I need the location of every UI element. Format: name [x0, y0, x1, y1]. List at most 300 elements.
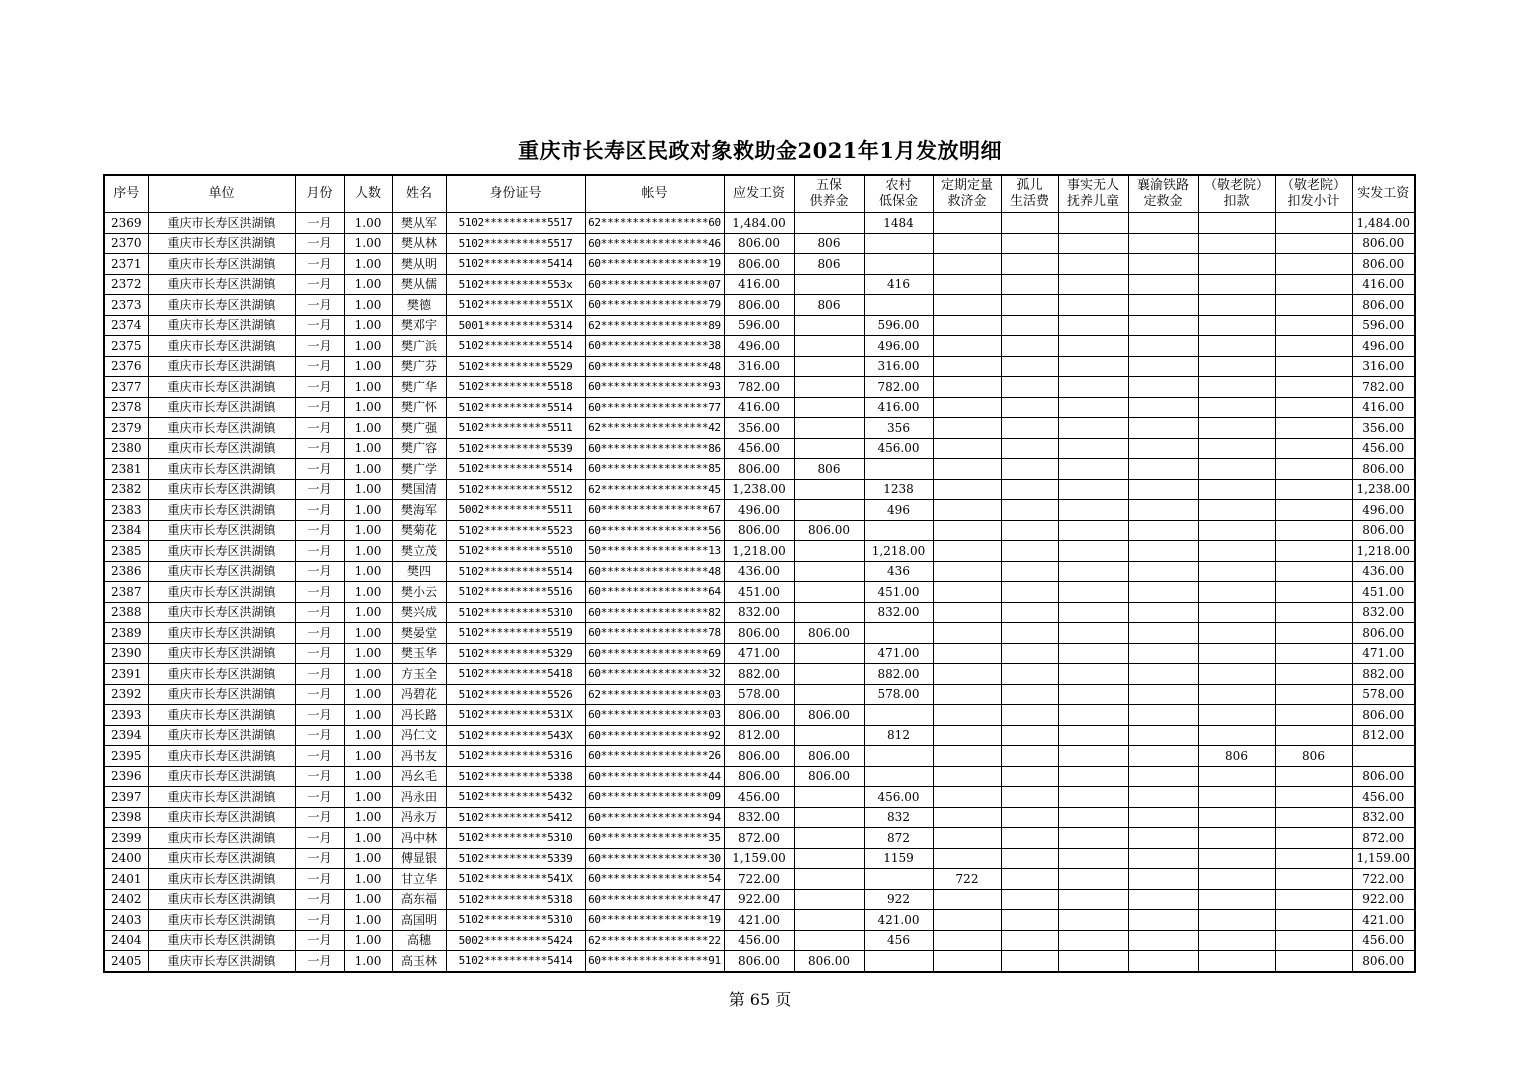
- table-cell: 806.00: [1352, 951, 1415, 972]
- table-cell: 596.00: [864, 315, 933, 336]
- table-cell: 2388: [104, 602, 148, 623]
- table-cell: 傅显银: [392, 848, 446, 869]
- table-cell: 806.00: [794, 951, 864, 972]
- table-cell: 一月: [295, 500, 344, 521]
- table-cell: [1001, 766, 1058, 787]
- table-cell: 456.00: [864, 438, 933, 459]
- table-cell: 重庆市长寿区洪湖镇: [148, 254, 295, 275]
- table-cell: 樊海军: [392, 500, 446, 521]
- table-cell: [933, 582, 1001, 603]
- table-cell: 832.00: [724, 807, 794, 828]
- table-cell: 1,484.00: [724, 213, 794, 234]
- table-cell: 451.00: [1352, 582, 1415, 603]
- table-cell: 5102**********5310: [446, 828, 585, 849]
- table-cell: 60*****************19: [585, 254, 724, 275]
- table-cell: 60*****************32: [585, 664, 724, 685]
- table-cell: [1275, 828, 1352, 849]
- table-row: [104, 623, 1415, 644]
- column-header: 帐号: [585, 175, 724, 213]
- table-row: [104, 418, 1415, 439]
- table-cell: 60*****************46: [585, 233, 724, 254]
- table-cell: [1275, 787, 1352, 808]
- table-cell: [1001, 951, 1058, 972]
- table-cell: [1058, 336, 1128, 357]
- table-cell: [933, 213, 1001, 234]
- table-row: [104, 725, 1415, 746]
- table-cell: 重庆市长寿区洪湖镇: [148, 951, 295, 972]
- table-cell: 重庆市长寿区洪湖镇: [148, 725, 295, 746]
- column-header: 月份: [295, 175, 344, 213]
- table-cell: [1058, 438, 1128, 459]
- table-cell: 一月: [295, 684, 344, 705]
- table-cell: [794, 479, 864, 500]
- table-cell: [933, 479, 1001, 500]
- table-cell: [1275, 582, 1352, 603]
- table-cell: 456.00: [724, 930, 794, 951]
- table-cell: 1,484.00: [1352, 213, 1415, 234]
- table-cell: [864, 295, 933, 316]
- table-cell: [1058, 787, 1128, 808]
- table-cell: 436: [864, 561, 933, 582]
- table-cell: 60*****************35: [585, 828, 724, 849]
- table-cell: 1.00: [344, 889, 392, 910]
- table-cell: 316.00: [724, 356, 794, 377]
- table-cell: [933, 438, 1001, 459]
- table-cell: 2398: [104, 807, 148, 828]
- table-cell: [1058, 459, 1128, 480]
- table-cell: 60*****************07: [585, 274, 724, 295]
- table-cell: 596.00: [724, 315, 794, 336]
- table-cell: 5102**********5318: [446, 889, 585, 910]
- table-cell: 一月: [295, 889, 344, 910]
- table-cell: 2381: [104, 459, 148, 480]
- table-cell: 1.00: [344, 438, 392, 459]
- table-cell: [794, 807, 864, 828]
- table-row: [104, 889, 1415, 910]
- table-cell: 60*****************79: [585, 295, 724, 316]
- table-cell: 樊从明: [392, 254, 446, 275]
- table-cell: 832: [864, 807, 933, 828]
- table-cell: 5102**********5510: [446, 541, 585, 562]
- table-cell: 578.00: [724, 684, 794, 705]
- table-cell: [1001, 561, 1058, 582]
- table-cell: [1275, 643, 1352, 664]
- table-cell: [933, 910, 1001, 931]
- table-cell: 1.00: [344, 746, 392, 767]
- table-cell: [1198, 664, 1275, 685]
- table-cell: [1275, 869, 1352, 890]
- table-cell: 60*****************54: [585, 869, 724, 890]
- table-cell: [794, 582, 864, 603]
- table-cell: 806.00: [724, 766, 794, 787]
- table-cell: 60*****************93: [585, 377, 724, 398]
- table-cell: [1058, 213, 1128, 234]
- table-cell: [933, 500, 1001, 521]
- column-header: 单位: [148, 175, 295, 213]
- table-cell: 60*****************30: [585, 848, 724, 869]
- table-cell: 60*****************91: [585, 951, 724, 972]
- table-cell: 1.00: [344, 336, 392, 357]
- table-cell: 416.00: [1352, 397, 1415, 418]
- table-cell: 2391: [104, 664, 148, 685]
- table-cell: 一月: [295, 930, 344, 951]
- table-cell: 1.00: [344, 684, 392, 705]
- table-cell: 806: [1275, 746, 1352, 767]
- table-cell: [1198, 479, 1275, 500]
- table-cell: [1275, 623, 1352, 644]
- table-cell: [1001, 336, 1058, 357]
- table-cell: [1275, 377, 1352, 398]
- table-cell: 冯永万: [392, 807, 446, 828]
- table-cell: [794, 315, 864, 336]
- table-cell: 1.00: [344, 725, 392, 746]
- table-cell: [1275, 520, 1352, 541]
- table-cell: 451.00: [864, 582, 933, 603]
- table-cell: 2403: [104, 910, 148, 931]
- table-cell: [933, 828, 1001, 849]
- column-header: 孤儿 生活费: [1001, 175, 1058, 213]
- table-cell: 5102**********543X: [446, 725, 585, 746]
- table-cell: [933, 602, 1001, 623]
- table-cell: 冯仁文: [392, 725, 446, 746]
- table-cell: 重庆市长寿区洪湖镇: [148, 787, 295, 808]
- table-cell: [1128, 500, 1198, 521]
- table-cell: 重庆市长寿区洪湖镇: [148, 910, 295, 931]
- table-cell: [933, 623, 1001, 644]
- table-cell: 高国明: [392, 910, 446, 931]
- table-row: [104, 315, 1415, 336]
- table-cell: [1275, 295, 1352, 316]
- table-cell: [794, 889, 864, 910]
- table-cell: [1275, 397, 1352, 418]
- table-cell: [1198, 377, 1275, 398]
- table-cell: [1198, 315, 1275, 336]
- table-cell: 一月: [295, 459, 344, 480]
- table-cell: [933, 520, 1001, 541]
- column-header: 襄渝铁路 定救金: [1128, 175, 1198, 213]
- table-cell: 2397: [104, 787, 148, 808]
- table-cell: 樊从儒: [392, 274, 446, 295]
- table-cell: 5102**********5412: [446, 807, 585, 828]
- table-cell: 60*****************19: [585, 910, 724, 931]
- table-cell: 重庆市长寿区洪湖镇: [148, 930, 295, 951]
- table-cell: [1001, 664, 1058, 685]
- table-cell: 1,218.00: [864, 541, 933, 562]
- table-cell: 806.00: [724, 623, 794, 644]
- table-cell: 578.00: [864, 684, 933, 705]
- table-cell: [1275, 848, 1352, 869]
- table-cell: [1058, 910, 1128, 931]
- table-cell: [794, 930, 864, 951]
- table-cell: 一月: [295, 377, 344, 398]
- table-cell: 重庆市长寿区洪湖镇: [148, 295, 295, 316]
- table-cell: 60*****************48: [585, 561, 724, 582]
- table-cell: 806.00: [1352, 295, 1415, 316]
- table-cell: [1275, 500, 1352, 521]
- table-cell: [1001, 746, 1058, 767]
- table-cell: 1.00: [344, 951, 392, 972]
- table-cell: 重庆市长寿区洪湖镇: [148, 684, 295, 705]
- table-cell: [1001, 643, 1058, 664]
- table-cell: 冯幺毛: [392, 766, 446, 787]
- table-cell: [1058, 889, 1128, 910]
- table-cell: [794, 787, 864, 808]
- table-cell: 456.00: [864, 787, 933, 808]
- table-cell: 2405: [104, 951, 148, 972]
- table-cell: [864, 746, 933, 767]
- table-cell: 2401: [104, 869, 148, 890]
- table-row: [104, 746, 1415, 767]
- table-cell: 一月: [295, 336, 344, 357]
- table-cell: 2390: [104, 643, 148, 664]
- table-cell: 1159: [864, 848, 933, 869]
- table-cell: 一月: [295, 643, 344, 664]
- table-cell: 重庆市长寿区洪湖镇: [148, 889, 295, 910]
- table-cell: 5102**********5514: [446, 459, 585, 480]
- table-cell: [1001, 254, 1058, 275]
- table-row: [104, 582, 1415, 603]
- table-cell: [1058, 295, 1128, 316]
- table-cell: [1058, 418, 1128, 439]
- table-cell: [864, 233, 933, 254]
- table-cell: [1128, 459, 1198, 480]
- table-cell: [933, 254, 1001, 275]
- table-cell: 436.00: [724, 561, 794, 582]
- table-cell: [1275, 315, 1352, 336]
- table-cell: [1001, 582, 1058, 603]
- table-cell: [1275, 254, 1352, 275]
- table-cell: [1058, 828, 1128, 849]
- table-cell: 1.00: [344, 848, 392, 869]
- table-cell: [1198, 274, 1275, 295]
- table-cell: 596.00: [1352, 315, 1415, 336]
- table-cell: 882.00: [1352, 664, 1415, 685]
- table-cell: 806.00: [724, 295, 794, 316]
- table-cell: 806.00: [1352, 623, 1415, 644]
- table-cell: 60*****************78: [585, 623, 724, 644]
- table-row: [104, 233, 1415, 254]
- table-cell: [1275, 438, 1352, 459]
- table-cell: [864, 623, 933, 644]
- table-row: [104, 930, 1415, 951]
- table-cell: [1001, 213, 1058, 234]
- table-cell: [933, 951, 1001, 972]
- table-cell: 一月: [295, 705, 344, 726]
- table-cell: [933, 684, 1001, 705]
- table-cell: [1128, 643, 1198, 664]
- table-cell: [794, 848, 864, 869]
- table-cell: [1058, 848, 1128, 869]
- table-cell: 456.00: [1352, 787, 1415, 808]
- table-cell: 2395: [104, 746, 148, 767]
- table-cell: 872.00: [724, 828, 794, 849]
- table-cell: 5102**********5310: [446, 602, 585, 623]
- table-cell: 高玉林: [392, 951, 446, 972]
- table-cell: 722.00: [724, 869, 794, 890]
- table-cell: [1058, 684, 1128, 705]
- table-cell: 5102**********531X: [446, 705, 585, 726]
- table-cell: [933, 315, 1001, 336]
- table-row: [104, 684, 1415, 705]
- table-cell: 5102**********5529: [446, 356, 585, 377]
- table-cell: [794, 684, 864, 705]
- table-cell: 重庆市长寿区洪湖镇: [148, 766, 295, 787]
- table-cell: 一月: [295, 910, 344, 931]
- table-cell: 316.00: [1352, 356, 1415, 377]
- table-cell: 重庆市长寿区洪湖镇: [148, 541, 295, 562]
- table-cell: 1.00: [344, 356, 392, 377]
- table-cell: 5102**********5511: [446, 418, 585, 439]
- table-cell: [1001, 848, 1058, 869]
- table-cell: 重庆市长寿区洪湖镇: [148, 500, 295, 521]
- table-cell: [1128, 336, 1198, 357]
- table-cell: 496.00: [1352, 336, 1415, 357]
- table-cell: 一月: [295, 869, 344, 890]
- table-cell: 重庆市长寿区洪湖镇: [148, 438, 295, 459]
- table-cell: 1,159.00: [724, 848, 794, 869]
- table-cell: 806.00: [724, 705, 794, 726]
- table-cell: 1.00: [344, 233, 392, 254]
- table-cell: 一月: [295, 315, 344, 336]
- table-cell: [933, 336, 1001, 357]
- table-cell: [1128, 233, 1198, 254]
- table-cell: 782.00: [724, 377, 794, 398]
- table-cell: [1128, 930, 1198, 951]
- table-cell: 重庆市长寿区洪湖镇: [148, 520, 295, 541]
- table-cell: [1128, 397, 1198, 418]
- table-row: [104, 500, 1415, 521]
- table-cell: 496.00: [864, 336, 933, 357]
- page-number: 第 65 页: [728, 990, 792, 1009]
- table-cell: 60*****************56: [585, 520, 724, 541]
- table-cell: 重庆市长寿区洪湖镇: [148, 705, 295, 726]
- table-cell: [1198, 356, 1275, 377]
- table-row: [104, 602, 1415, 623]
- table-cell: 5102**********5414: [446, 951, 585, 972]
- table-cell: 1.00: [344, 807, 392, 828]
- table-cell: 樊晏堂: [392, 623, 446, 644]
- table-cell: 重庆市长寿区洪湖镇: [148, 828, 295, 849]
- table-cell: 5102**********5339: [446, 848, 585, 869]
- table-cell: [1198, 787, 1275, 808]
- table-row: [104, 787, 1415, 808]
- table-cell: 2393: [104, 705, 148, 726]
- table-cell: [794, 377, 864, 398]
- table-cell: 1.00: [344, 479, 392, 500]
- table-cell: [1058, 602, 1128, 623]
- table-cell: [1001, 438, 1058, 459]
- page-title: 重庆市长寿区民政对象救助金2021年1月发放明细: [517, 138, 1003, 163]
- table-cell: 1.00: [344, 787, 392, 808]
- table-cell: 356.00: [1352, 418, 1415, 439]
- table-cell: [1128, 438, 1198, 459]
- table-cell: [933, 418, 1001, 439]
- table-cell: 62*****************42: [585, 418, 724, 439]
- relief-payment-table: [103, 174, 1416, 973]
- table-cell: [1275, 213, 1352, 234]
- table-cell: [1128, 274, 1198, 295]
- table-cell: 1,159.00: [1352, 848, 1415, 869]
- table-cell: 5102**********5512: [446, 479, 585, 500]
- table-cell: 2387: [104, 582, 148, 603]
- table-cell: [1001, 315, 1058, 336]
- table-body: [104, 213, 1415, 972]
- table-cell: 重庆市长寿区洪湖镇: [148, 377, 295, 398]
- table-cell: 832.00: [864, 602, 933, 623]
- table-cell: [1001, 356, 1058, 377]
- table-cell: 高穗: [392, 930, 446, 951]
- table-cell: 樊广强: [392, 418, 446, 439]
- table-cell: 456.00: [1352, 930, 1415, 951]
- table-cell: [1275, 910, 1352, 931]
- table-cell: 60*****************64: [585, 582, 724, 603]
- table-cell: 60*****************09: [585, 787, 724, 808]
- table-cell: 316.00: [864, 356, 933, 377]
- table-cell: 806.00: [1352, 766, 1415, 787]
- table-cell: 5002**********5424: [446, 930, 585, 951]
- table-cell: 2382: [104, 479, 148, 500]
- table-cell: 重庆市长寿区洪湖镇: [148, 869, 295, 890]
- table-cell: 1.00: [344, 623, 392, 644]
- table-cell: [794, 274, 864, 295]
- table-cell: [1275, 541, 1352, 562]
- table-cell: [1058, 520, 1128, 541]
- table-cell: [933, 766, 1001, 787]
- table-cell: [933, 725, 1001, 746]
- table-cell: [933, 664, 1001, 685]
- table-cell: [1001, 910, 1058, 931]
- table-cell: [1058, 397, 1128, 418]
- table-cell: [1001, 377, 1058, 398]
- table-cell: [1128, 951, 1198, 972]
- table-cell: 樊广浜: [392, 336, 446, 357]
- table-cell: [1001, 930, 1058, 951]
- table-cell: 5102**********5338: [446, 766, 585, 787]
- table-cell: 806.00: [1352, 520, 1415, 541]
- table-cell: [1128, 705, 1198, 726]
- table-cell: [1275, 705, 1352, 726]
- table-cell: 806.00: [794, 705, 864, 726]
- table-cell: 冯碧花: [392, 684, 446, 705]
- table-cell: 樊四: [392, 561, 446, 582]
- table-cell: [1058, 623, 1128, 644]
- table-cell: 451.00: [724, 582, 794, 603]
- table-cell: [1128, 746, 1198, 767]
- table-cell: [1058, 274, 1128, 295]
- table-cell: 5102**********5418: [446, 664, 585, 685]
- table-cell: [1198, 582, 1275, 603]
- table-cell: 5102**********5329: [446, 643, 585, 664]
- table-cell: [1198, 561, 1275, 582]
- table-cell: 1.00: [344, 541, 392, 562]
- table-cell: 一月: [295, 602, 344, 623]
- table-cell: 1.00: [344, 213, 392, 234]
- table-row: [104, 397, 1415, 418]
- table-cell: 1.00: [344, 315, 392, 336]
- table-cell: 5102**********5519: [446, 623, 585, 644]
- table-cell: 60*****************03: [585, 705, 724, 726]
- table-cell: [1058, 356, 1128, 377]
- column-header: 事实无人 抚养儿童: [1058, 175, 1128, 213]
- table-cell: [794, 356, 864, 377]
- table-cell: [1001, 705, 1058, 726]
- table-cell: 重庆市长寿区洪湖镇: [148, 848, 295, 869]
- table-cell: [1275, 684, 1352, 705]
- table-cell: 5102**********553x: [446, 274, 585, 295]
- table-cell: [1128, 582, 1198, 603]
- table-row: [104, 479, 1415, 500]
- table-cell: 806.00: [724, 520, 794, 541]
